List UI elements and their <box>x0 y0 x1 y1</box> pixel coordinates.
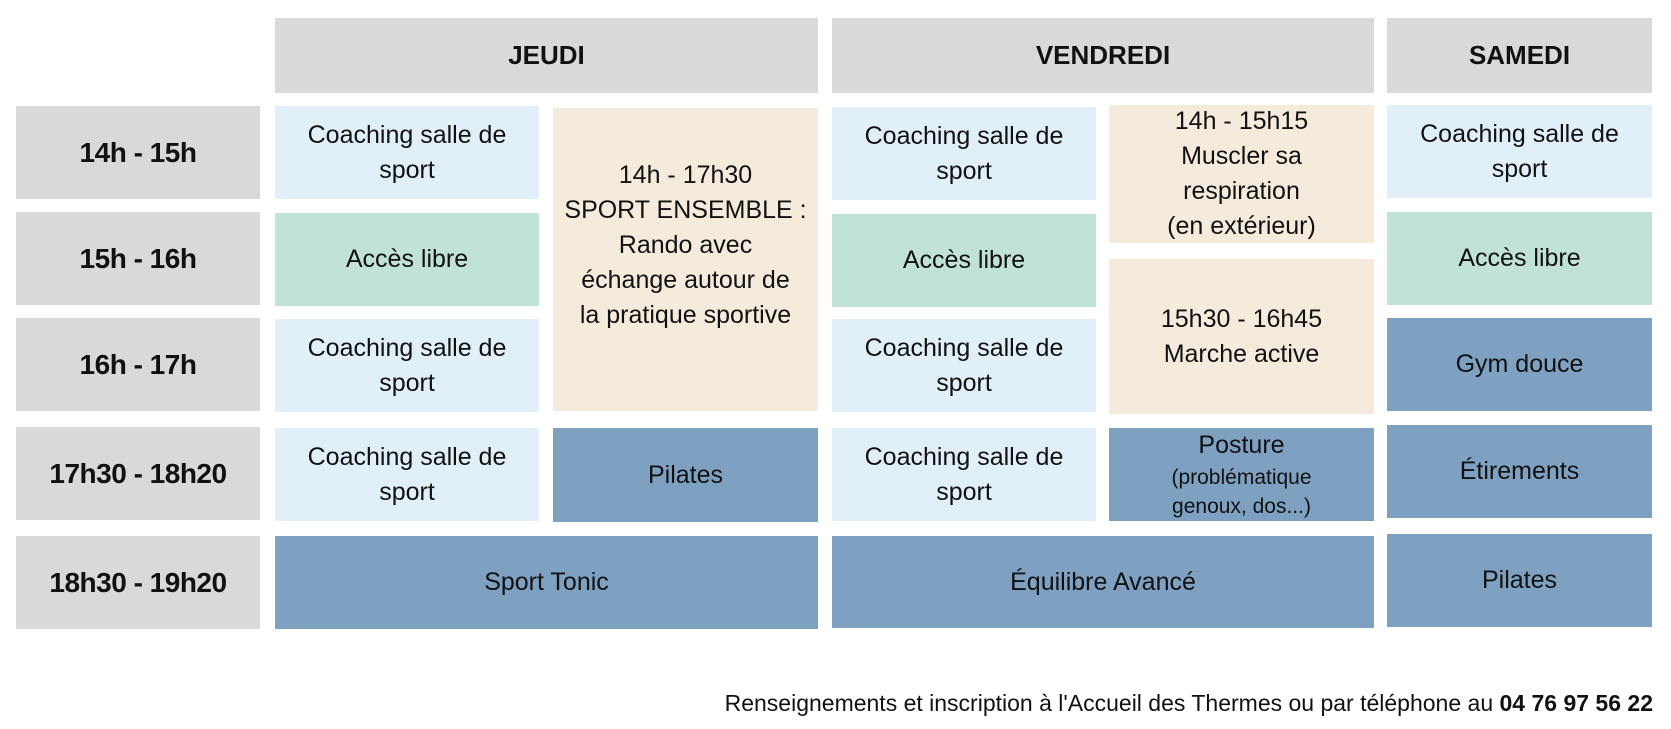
friday-respiration <box>1109 105 1374 243</box>
activity-line: sport <box>379 477 435 506</box>
activity-line: Coaching salle de <box>864 442 1064 471</box>
friday-coaching-14h <box>832 107 1096 200</box>
saturday-acces-libre: Accès libre <box>1387 212 1652 305</box>
saturday-pilates: Pilates <box>1387 534 1652 627</box>
day-header-saturday: SAMEDI <box>1387 18 1652 93</box>
activity-line: Rando avec <box>618 231 753 259</box>
friday-equilibre-avance: Équilibre Avancé <box>832 536 1374 628</box>
day-header-thursday: JEUDI <box>275 18 818 93</box>
activity-line: Coaching salle de <box>864 121 1064 150</box>
activity-line: sport <box>379 155 435 184</box>
friday-posture <box>1109 428 1374 521</box>
activity-line: la pratique sportive <box>579 301 792 329</box>
friday-coaching-16h <box>832 319 1096 412</box>
time-slot-14h-15h: 14h - 15h <box>16 106 260 199</box>
activity-line: échange autour de <box>581 266 790 294</box>
time-slot-18h30-19h20: 18h30 - 19h20 <box>16 536 260 629</box>
thursday-acces-libre: Accès libre <box>275 213 539 306</box>
activity-line: (en extérieur) <box>1167 212 1316 240</box>
activity-line: sport <box>936 368 992 397</box>
activity-line: sport <box>936 477 992 506</box>
footer-contact <box>725 688 1653 718</box>
time-slot-15h-16h: 15h - 16h <box>16 212 260 305</box>
phone-number: 04 76 97 56 22 <box>1499 690 1653 716</box>
activity-line: Coaching salle de <box>307 120 507 149</box>
friday-coaching-17h30 <box>832 428 1096 521</box>
activity-line: (problématique <box>1171 466 1312 489</box>
activity-line: sport <box>936 156 992 185</box>
activity-line: respiration <box>1183 177 1300 205</box>
saturday-etirements: Étirements <box>1387 425 1652 518</box>
thursday-pilates: Pilates <box>553 428 818 522</box>
activity-line: Coaching salle de <box>1420 119 1619 148</box>
footer-text: Renseignements et inscription à l'Accueil des Thermes ou par téléphone au <box>724 690 1500 716</box>
thursday-sport-ensemble <box>553 108 818 411</box>
thursday-sport-tonic: Sport Tonic <box>275 536 818 629</box>
activity-line: genoux, dos...) <box>1172 495 1311 518</box>
time-slot-16h-17h: 16h - 17h <box>16 318 260 411</box>
activity-line: 15h30 - 16h45 <box>1160 304 1323 333</box>
friday-acces-libre: Accès libre <box>832 214 1096 307</box>
activity-line: SPORT ENSEMBLE : <box>564 196 807 224</box>
saturday-gym-douce: Gym douce <box>1387 318 1652 411</box>
friday-marche-active <box>1109 259 1374 414</box>
activity-line: Marche active <box>1163 339 1320 368</box>
day-header-friday: VENDREDI <box>832 18 1374 93</box>
time-slot-17h30-18h20: 17h30 - 18h20 <box>16 427 260 520</box>
thursday-coaching-17h30 <box>275 428 539 521</box>
thursday-coaching-16h <box>275 319 539 412</box>
activity-line: Coaching salle de <box>864 333 1064 362</box>
activity-line: 14h - 15h15 <box>1174 107 1309 135</box>
saturday-coaching-14h <box>1387 105 1652 198</box>
activity-line: sport <box>379 368 435 397</box>
activity-line: Coaching salle de <box>307 442 507 471</box>
activity-line: 14h - 17h30 <box>618 161 753 189</box>
activity-line: sport <box>1491 154 1548 183</box>
activity-line: Muscler sa <box>1181 142 1302 170</box>
activity-line: Posture <box>1198 431 1285 459</box>
thursday-coaching-14h <box>275 106 539 199</box>
activity-line: Coaching salle de <box>307 333 507 362</box>
